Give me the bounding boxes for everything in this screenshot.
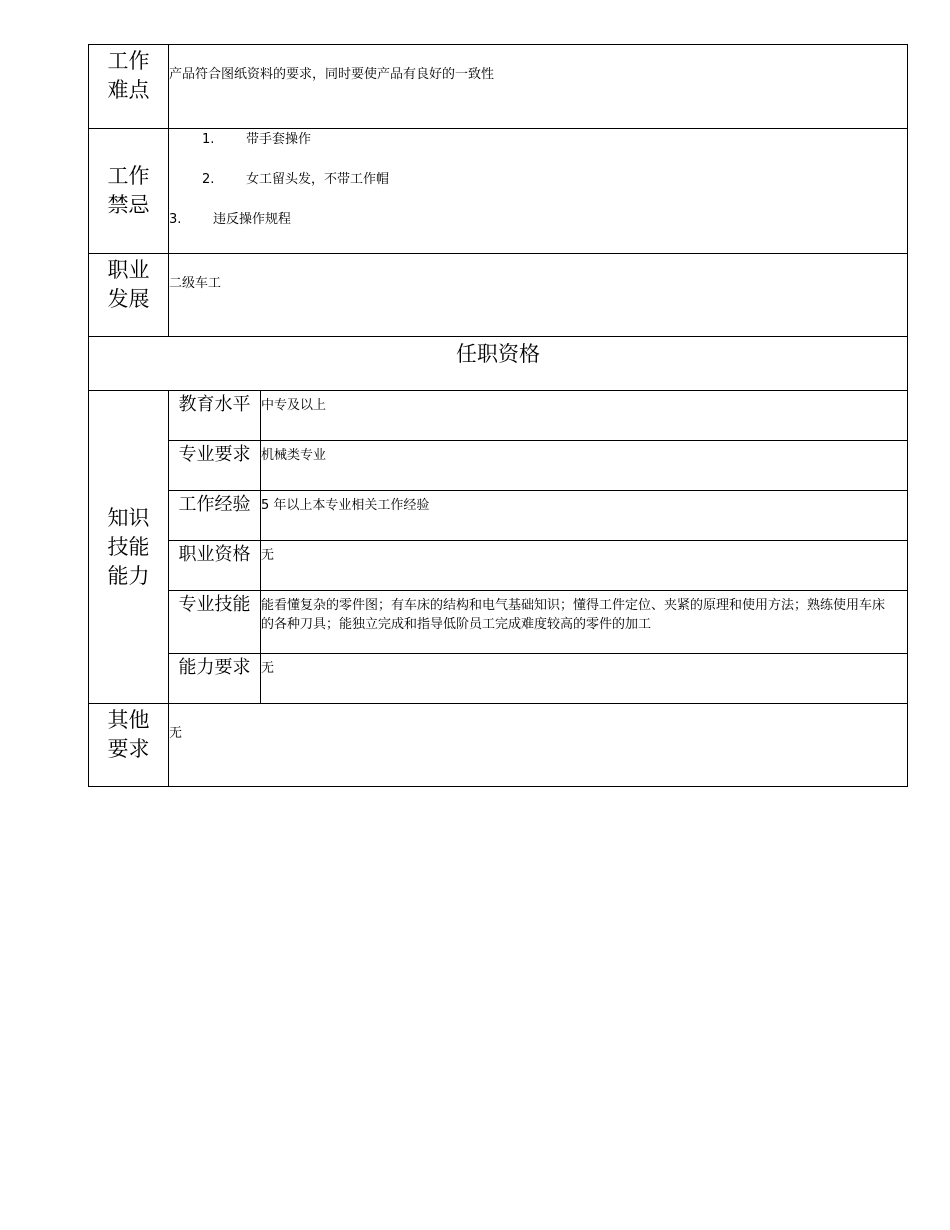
major-requirement-label: 专业要求: [169, 441, 261, 491]
work-experience-label: 工作经验: [169, 491, 261, 541]
row-other-requirements: [89, 704, 908, 787]
row-work-taboo: [89, 129, 908, 254]
professional-skill-label: 专业技能: [169, 591, 261, 654]
work-difficulty-value: 产品符合图纸资料的要求，同时要使产品有良好的一致性: [169, 45, 908, 129]
table-row: [89, 654, 908, 704]
row-qualification-header: [89, 337, 908, 391]
table-row: [89, 441, 908, 491]
qualification-title: 任职资格: [89, 337, 908, 391]
education-level-label: 教育水平: [169, 391, 261, 441]
professional-qualification-value: 无: [261, 541, 908, 591]
row-work-difficulty: [89, 45, 908, 129]
list-item: 1. 带手套操作: [202, 132, 312, 147]
table-row: [89, 591, 908, 654]
list-item: 3. 违反操作规程: [169, 212, 292, 227]
knowledge-skill-ability-label: 知识 技能 能力: [89, 391, 169, 704]
ability-requirement-value: 无: [261, 654, 908, 704]
career-development-label: 职业 发展: [89, 254, 169, 337]
major-requirement-value: 机械类专业: [261, 441, 908, 491]
table-row: [89, 491, 908, 541]
list-item: 2. 女工留头发，不带工作帽: [202, 172, 390, 187]
career-development-value: 二级车工: [169, 254, 908, 337]
ability-requirement-label: 能力要求: [169, 654, 261, 704]
professional-skill-value: 能看懂复杂的零件图；有车床的结构和电气基础知识；懂得工件定位、夹紧的原理和使用方法；熟练使用车床的各种刀具；能独立完成和指导低阶员工完成难度较高的零件的加工: [261, 591, 908, 654]
work-taboo-label: 工作 禁忌: [89, 129, 169, 254]
professional-qualification-label: 职业资格: [169, 541, 261, 591]
work-difficulty-label: 工作 难点: [89, 45, 169, 129]
table-row: [89, 541, 908, 591]
work-taboo-list: [169, 129, 908, 254]
other-requirements-value: 无: [169, 704, 908, 787]
work-experience-value: 5 年以上本专业相关工作经验: [261, 491, 908, 541]
row-career-development: [89, 254, 908, 337]
education-level-value: 中专及以上: [261, 391, 908, 441]
job-description-table: [88, 44, 908, 787]
other-requirements-label: 其他 要求: [89, 704, 169, 787]
table-row: [89, 391, 908, 441]
